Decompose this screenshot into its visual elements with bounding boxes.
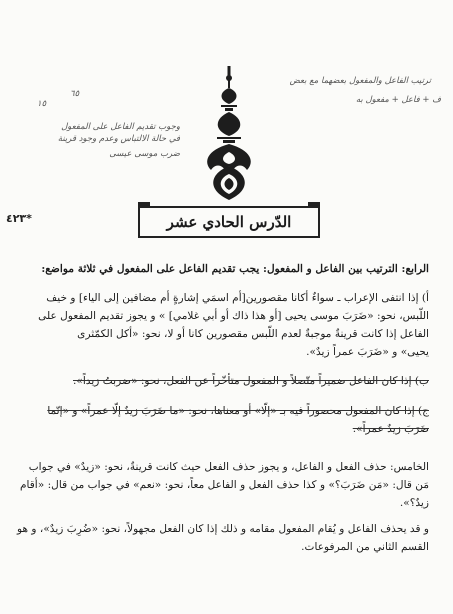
text-line: الفاعل إذا كانت قرينةٌ موجبةٌ لعدم اللّبس مقصورين كانا أو لا، نحو: «أكل الكمّثرى [77,328,429,340]
text-line: اللّبس، نحو: «ضَرَبَ موسى يحيى [أو هذا ذاك أو أبي غلامي] » و يجوز تقديم المفعول على [38,310,429,322]
handwritten-note: في حالة الالتباس وعدم وجود قرينة [57,134,180,144]
page-number: ٤٢٣* [6,212,32,225]
ornament-icon [199,66,259,202]
text-line: القسم الثاني من المرفوعات. [301,541,429,553]
lesson-title: الدّرس الحادي عشر [166,213,292,231]
text-line: ضَرَبَ زيدٌ عمراً». [352,423,429,435]
handwritten-note: ف + فاعل + مفعول به [355,95,441,105]
text-line: ج) إذا كان المفعول محصوراً فيه بـ «إلّا» أو معناها، نحو: «ما ضَرَبَ زيدٌ إلّا عمراً» و «إنّما [47,405,429,417]
handwritten-note: وجوب تقديم الفاعل على المفعول [61,122,180,132]
handwritten-note: ضرب موسى عيسى [109,149,180,159]
handwritten-note: ترتيب الفاعل والمفعول بعضهما مع بعض [289,76,431,86]
text-line: يحيى» و «ضَرَبَ عمراً زيدٌ». [306,346,429,358]
text-line: و قد يحذف الفاعل و يُقام المفعول مقامه و ذلك إذا كان الفعل مجهولاً، نحو: «ضُرِبَ زيدٌ»، و هو [16,523,429,535]
text-line: الرابع: الترتيب بين الفاعل و المفعول: يجب تقديم الفاعل على المفعول في ثلاثة مواضع: [41,263,429,275]
lesson-title-box [138,206,320,238]
text-line: الخامس: حذف الفعل و الفاعل، و يجوز حذف الفعل حيث كانت قرينةٌ، نحو: «زيدٌ» في جواب [28,461,429,473]
text-line: أ) إذا انتفى الإعراب ـ سواءٌ أكانا مقصورين[أم اسمَي إشارةٍ أم مضافين إلى الياء] و خيف [46,292,429,304]
handwritten-mark: ٦٥ [70,89,80,99]
text-line: ب) إذا كان الفاعل ضميراً متّصلاً و المفعول متأخّراً عن الفعل، نحو: «ضربتُ زيداً». [73,375,429,387]
text-line: مَن قال: «مَن ضَرَبَ؟» و كذا حذف الفعل و الفاعل معاً، نحو: «نعم» في جواب من قال: «أقام [19,479,429,491]
handwritten-mark: ١٥ [37,99,47,109]
text-line: زيدٌ؟». [399,497,429,509]
